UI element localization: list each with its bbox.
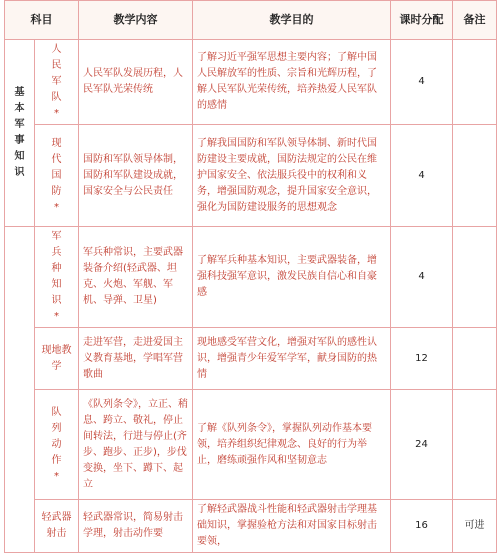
row-hours: 24 bbox=[391, 390, 453, 500]
row-subject: 轻武器射击 bbox=[35, 500, 79, 553]
header-content: 教学内容 bbox=[79, 1, 193, 40]
row-hours: 4 bbox=[391, 227, 453, 328]
row-subject: 现地教学 bbox=[35, 328, 79, 390]
header-notes: 备注 bbox=[453, 1, 497, 40]
row-note bbox=[453, 40, 497, 125]
curriculum-table bbox=[4, 0, 497, 553]
table-header-row bbox=[5, 1, 497, 40]
row-purpose: 现地感受军营文化，增强对军队的感性认识，增强青少年爱军学军，献身国防的热情 bbox=[193, 328, 391, 390]
table-row bbox=[5, 125, 497, 227]
row-purpose: 了解轻武器战斗性能和轻武器射击学理基础知识，掌握验枪方法和对国家目标射击要领， bbox=[193, 500, 391, 553]
row-hours: 4 bbox=[391, 125, 453, 227]
curriculum-page bbox=[4, 0, 496, 547]
row-content: 轻武器常识，简易射击学理，射击动作要 bbox=[79, 500, 193, 553]
row-note bbox=[453, 125, 497, 227]
row-content: 国防和军队领导体制，国防和军队建设成就，国家安全与公民责任 bbox=[79, 125, 193, 227]
header-hours: 课时分配 bbox=[391, 1, 453, 40]
category-blank-cell bbox=[5, 227, 35, 553]
row-subject: 现代国防* bbox=[35, 125, 79, 227]
row-subject: 队列动作* bbox=[35, 390, 79, 500]
table-row bbox=[5, 40, 497, 125]
table-row bbox=[5, 390, 497, 500]
row-purpose: 了解军兵种基本知识，主要武器装备，增强科技强军意识，激发民族自信心和自豪感 bbox=[193, 227, 391, 328]
row-purpose: 了解我国国防和军队领导体制、新时代国防建设主要成就，国防法规定的公民在维护国家安全、依法服兵役中的权利和义务，增强国防观念，提升国家安全意识，强化为国防建设服务的思想观念 bbox=[193, 125, 391, 227]
row-subject: 人民军队* bbox=[35, 40, 79, 125]
table-row bbox=[5, 227, 497, 328]
row-purpose: 了解习近平强军思想主要内容；了解中国人民解放军的性质、宗旨和光辉历程，了解人民军队光荣传统，培养热爱人民军队的感情 bbox=[193, 40, 391, 125]
table-row bbox=[5, 328, 497, 390]
row-hours: 16 bbox=[391, 500, 453, 553]
header-purpose: 教学目的 bbox=[193, 1, 391, 40]
row-content: 《队列条令》，立正、稍息、跨立、敬礼，停止间转法，行进与停止(齐步、跑步、正步)，步伐变换，坐下、蹲下、起立 bbox=[79, 390, 193, 500]
row-content: 军兵种常识，主要武器装备介绍(轻武器、坦克、火炮、军舰、军机、导弹、卫星) bbox=[79, 227, 193, 328]
category-label: 基本军事知识 bbox=[14, 87, 25, 178]
row-note: 可进 bbox=[453, 500, 497, 553]
row-content: 人民军队发展历程，人民军队光荣传统 bbox=[79, 40, 193, 125]
table-row bbox=[5, 500, 497, 553]
row-hours: 12 bbox=[391, 328, 453, 390]
row-note bbox=[453, 328, 497, 390]
row-hours: 4 bbox=[391, 40, 453, 125]
row-purpose: 了解《队列条令》，掌握队列动作基本要领，培养组织纪律观念、良好的行为举止，磨练顽强作风和坚韧意志 bbox=[193, 390, 391, 500]
row-note bbox=[453, 227, 497, 328]
row-subject: 军兵种知识* bbox=[35, 227, 79, 328]
row-content: 走进军营，走进爱国主义教育基地，学唱军营歌曲 bbox=[79, 328, 193, 390]
category-cell bbox=[5, 40, 35, 227]
row-note bbox=[453, 390, 497, 500]
header-subject: 科目 bbox=[5, 1, 79, 40]
